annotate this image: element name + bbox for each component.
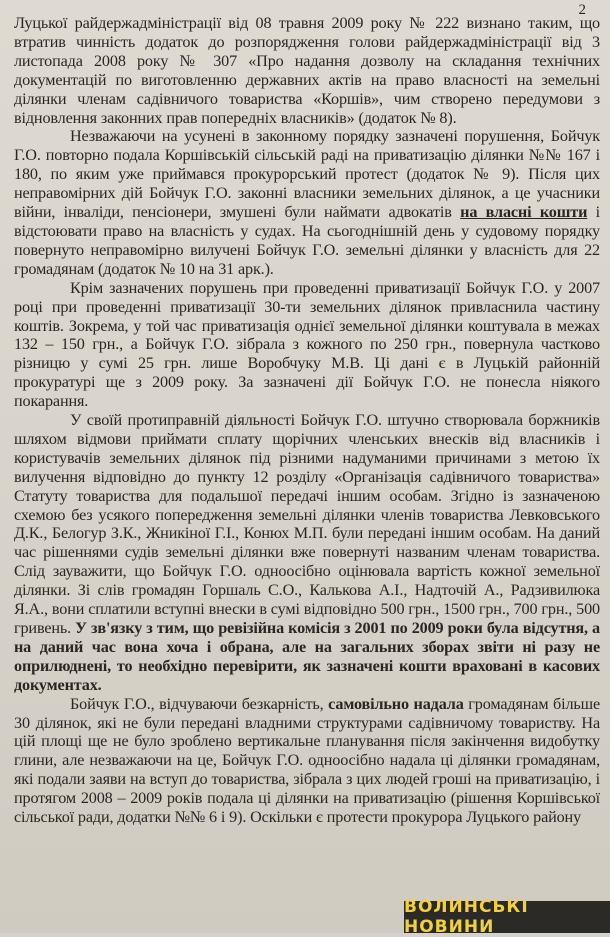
text-span: Незважаючи на усунені в законному порядку зазначені порушення, Бойчук Г.О. повторно подала Коршівській сільській раді на приватизацію ділянки №№ 167 і 180, по яким уже приймався прокурорський протест (додаток № 9). Після цих неправомірних дій Бойчук Г.О. законні власники земельних ділянок, а це учасники війни, інваліди, пенсіонери, змушені були наймати адвокатів <box>14 127 600 222</box>
bold-phrase: самовільно надала <box>328 694 464 713</box>
paragraph-2 <box>14 127 600 278</box>
text-span: і відстоювати право на власність у судах. На сьогоднішній день у судовому порядку повернуто неправомірно вилучені Бойчук Г.О. земельні ділянки у власність для 22 громадянам (додаток № 10 на 31 арк.). <box>14 203 600 278</box>
page-number: 2 <box>578 2 586 18</box>
paragraph-1 <box>14 14 600 127</box>
text-span: Крім зазначених порушень при проведенні приватизації Бойчук Г.О. у 2007 році при проведенні приватизації 30-ти земельних ділянок привласнила частину коштів. Зокрема, у той час приватизація однієї земельної ділянки коштувала в межах 132 – 150 грн., а Бойчук Г.О. зібрала з кожного по 250 грн., повернула частково різницю у сумі 25 грн. лише Воробчуку М.В. Ці дані є в Луцькій районній прокуратурі ще з 2009 року. За зазначені дії Бойчук Г.О. не понесла ніякого покарання. <box>14 278 600 411</box>
paragraph-5 <box>14 695 600 827</box>
paragraph-3 <box>14 279 600 411</box>
text-span: У своїй протиправній діяльності Бойчук Г.О. штучно створювала боржників шляхом відмови приймати сплату щорічних членських внесків від власників і користувачів земельних ділянок під різними надуманими причинами з метою їх вилучення відповідно до пункту 12 розділу «Організація садівничого товариства» Статуту товариства для подальшої передачі іншим особам. Згідно із зазначеною схемою без усякого попередження земельні ділянки членів товариства Левковського Д.К., Белогур З.К., Жникіної Г.І., Конюх М.П. були передані іншим особам. На даний час рішеннями судів земельні ділянки вже повернуті названим членам товариства. Слід зауважити, що Бойчук Г.О. одноосібно оцінювала вартість кожної земельної ділянки. Зі слів громадян Горшаль С.О., Калькова А.І., Надточій А., Радзивилюка Я.А., вони сплатили вступні внески в сумі відповідно 500 грн., 1500 грн., 700 грн., 500 гривень. <box>14 411 600 637</box>
text-span: громадянам більше 30 ділянок, які не були передані владними структурами садівничому товариству. На цій площі ще не було зроблено вертикальне планування після закінчення видобутку глини, але незважаючи на це, Бойчук Г.О. одноосібно надала ці ділянки громадянам, які подали заяви на вступ до товариства, зібрала з цих людей гроші на приватизацію, і протягом 2008 – 2009 років подала ці ділянки на приватизацію (рішення Коршівської сільської ради, додатки №№ 6 і 9). Оскільки є протести прокурора Луцького району <box>14 694 600 827</box>
body-text <box>14 14 600 827</box>
bold-statement: У зв'язку з тим, що ревізійна комісія з 2001 по 2009 роки була відсутня, а на даний час вона хоча і обрана, але на загальних зборах звіти ні разу не оприлюднені, то необхідно перевірити, як зазначені кошти враховані в касових документах. <box>14 619 601 694</box>
text-span: Бойчук Г.О., відчуваючи безкарність, <box>70 694 329 713</box>
underlined-phrase: на власні кошти <box>460 203 588 222</box>
watermark-logo: ВОЛИНСЬКІ НОВИНИ <box>404 901 610 933</box>
text-span: Луцької райдержадміністрації від 08 травня 2009 року № 222 визнано таким, що втратив чинність додаток до розпорядження голови райдержадміністрації від 3 листопада 2008 року № 307 «Про надання дозволу на складання технічних документацій по виготовленню державних актів на право власності на земельні ділянки членам садівничого товариства «Коршів», чим створено передумови з відновлення законних прав попередніх власників» (додаток № 8). <box>14 14 600 127</box>
paragraph-4 <box>14 411 600 695</box>
